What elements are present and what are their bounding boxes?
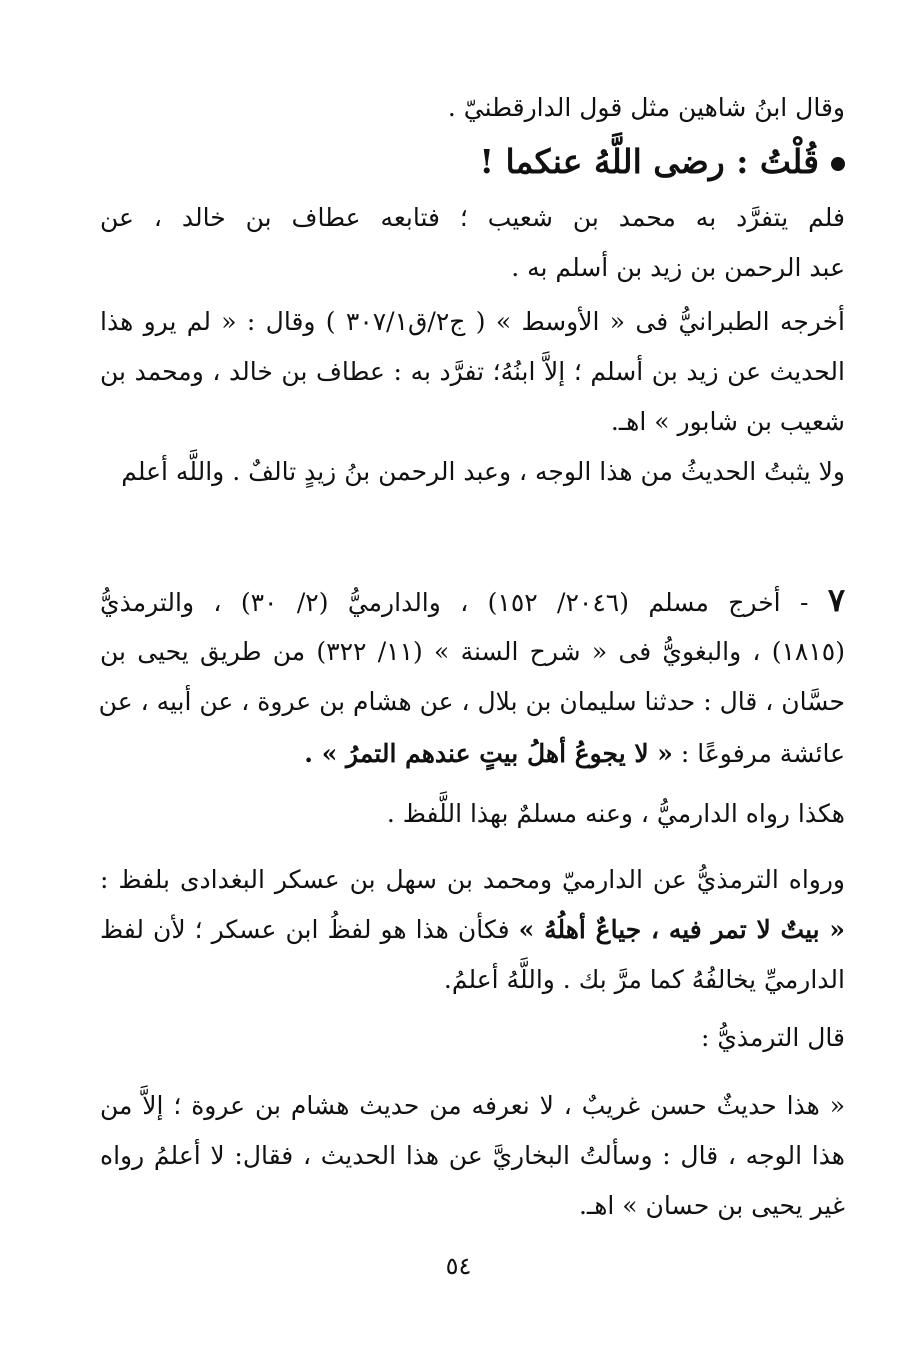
- text-line: [100, 910, 845, 950]
- text-line: ورواه الترمذيُّ عن الدارميّ ومحمد بن سهل بن عسكر البغدادى بلفظ :: [100, 865, 845, 894]
- hadith-quote: « بيتٌ لا تمر فيه ، جياعٌ أهلُهُ »: [518, 915, 846, 944]
- text-line: قال الترمذيُّ :: [700, 1023, 845, 1052]
- page-number: ٥٤: [445, 1252, 472, 1280]
- text-line: وقال ابنُ شاهين مثل قول الدارقطنيّ .: [447, 93, 845, 122]
- text-line: غير يحيى بن حسان » اهـ.: [578, 1191, 845, 1220]
- hadith-line: [100, 580, 845, 623]
- section-heading: [479, 138, 845, 186]
- hadith-quote: « لا يجوعُ أهلُ بيتٍ عندهم التمرُ » .: [304, 739, 673, 768]
- text-line: عبد الرحمن بن زيد بن أسلم به .: [511, 253, 845, 282]
- text-line: الحديث عن زيد بن أسلم ؛ إلاَّ ابنُهُ؛ تفرَّد به : عطاف بن خالد ، ومحمد بن: [100, 357, 845, 386]
- text-line: حسَّان ، قال : حدثنا سليمان بن بلال ، عن هشام بن عروة ، عن أبيه ، عن: [98, 687, 845, 716]
- text-line: هذا الوجه ، قال : وسألتُ البخاريَّ عن هذا الحديث ، فقال: لا أعلمُ رواه: [100, 1141, 845, 1170]
- text-line: « هذا حديثٌ حسن غريبٌ ، لا نعرفه من حديث هشام بن عروة ؛ إلاَّ من: [100, 1091, 845, 1120]
- text-line: الدارميِّ يخالفُهُ كما مرَّ بك . واللَّهُ أعلمُ.: [443, 965, 845, 994]
- hadith-number: ٧: [827, 581, 846, 619]
- text-line: ولا يثبتُ الحديثُ من هذا الوجه ، وعبد الرحمن بنُ زيدٍ تالفٌ . واللَّه أعلم: [121, 457, 845, 486]
- text-line: [304, 734, 845, 774]
- text-line: فلم يتفرَّد به محمد بن شعيب ؛ فتابعه عطاف بن خالد ، عن: [100, 203, 845, 232]
- hadith-text: - أخرج مسلم (٢٠٤٦/ ١٥٢) ، والدارميُّ (٢/ ٣٠) ، والترمذيُّ: [100, 588, 809, 617]
- bullet-icon: [831, 157, 845, 171]
- text-segment: فكأن هذا هو لفظُ ابن عسكر ؛ لأن لفظ: [100, 915, 510, 944]
- text-line: أخرجه الطبرانيُّ فى « الأوسط » ( ج٢/ق٣٠٧/١ ) وقال : « لم يرو هذا: [100, 307, 845, 336]
- text-segment: عائشة مرفوعًا :: [680, 739, 845, 768]
- text-line: (١٨١٥) ، والبغويُّ فى « شرح السنة » (١١/ ٣٢٢) من طريق يحيى بن: [100, 637, 845, 666]
- text-line: هكذا رواه الدارميُّ ، وعنه مسلمٌ بهذا اللَّفظ .: [386, 799, 845, 828]
- text-line: شعيب بن شابور » اهـ.: [610, 407, 845, 436]
- heading-text: قُلْتُ : رضى اللَّهُ عنكما !: [479, 142, 819, 181]
